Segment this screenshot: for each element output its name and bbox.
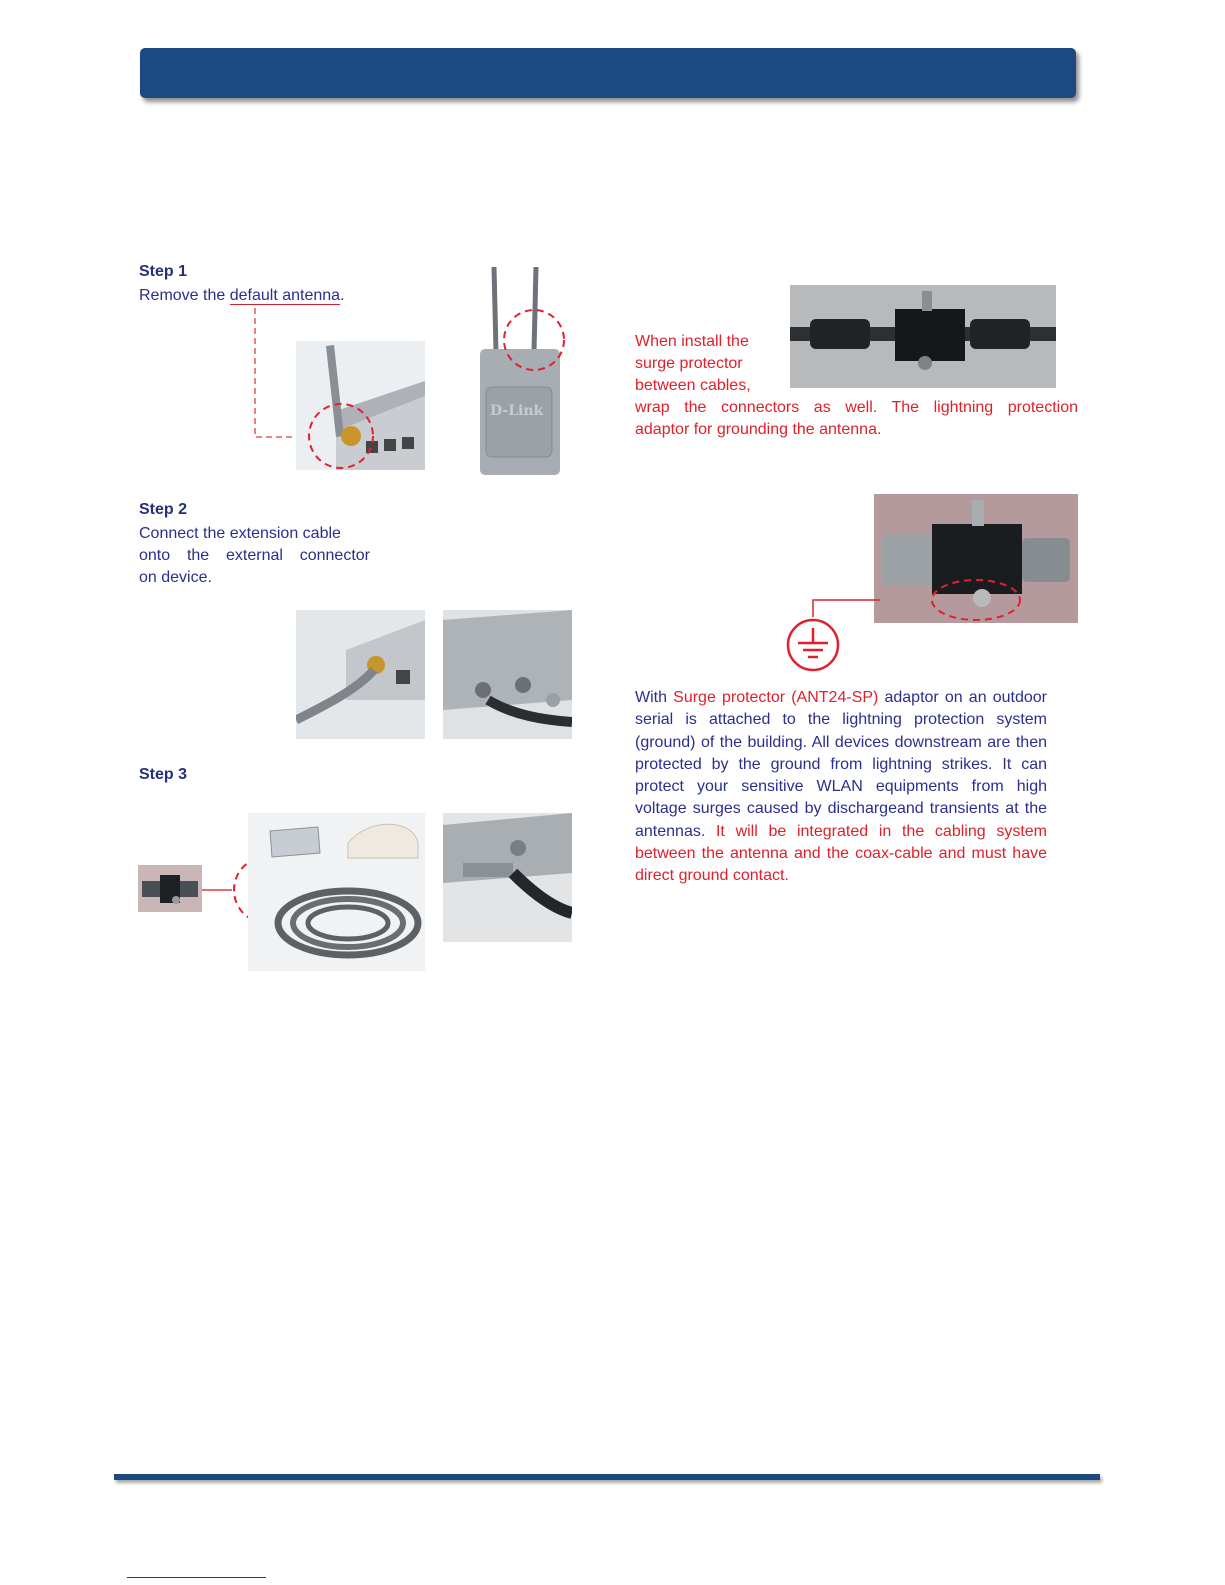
- install-line-2: surge protector: [635, 355, 743, 372]
- desc-part-4: It will be integrated in the cabling system between the antenna and the coax-cable and must have direct ground contact.: [635, 822, 1047, 885]
- install-line-5: adaptor for grounding the antenna.: [635, 421, 882, 438]
- install-line-1: When install the: [635, 333, 749, 350]
- router-cable-photo: [296, 610, 425, 739]
- router-antenna-photo: [296, 341, 425, 470]
- step1-text-before: Remove the: [139, 287, 230, 304]
- ap-cable-photo: [443, 610, 572, 739]
- step2-line-1: Connect the extension cable: [139, 525, 341, 542]
- desc-part-3: adaptor on an outdoor serial is attached to the lightning protection system (ground) of the building. All devices downstream are then protected by the ground from lightning strikes. It can protect your sensitive WLAN equipments from high voltage surges caused by dischargeand transients at the antennas.: [635, 689, 1047, 840]
- surge-protector-thumb: [138, 865, 202, 912]
- install-line-4: wrap the connectors as well. The lightning protection: [635, 399, 1078, 416]
- desc-product-name: Surge protector (ANT24-SP): [673, 689, 879, 706]
- footer-link-underline: [127, 1577, 266, 1578]
- step1-title: Step 1: [139, 263, 188, 280]
- access-point-photo: [474, 265, 572, 478]
- step1-text: [139, 285, 345, 307]
- install-line-3: between cables,: [635, 377, 751, 394]
- antenna-kit-photo: [248, 813, 425, 971]
- step1-text-after: .: [340, 287, 345, 304]
- header-bar: [140, 48, 1076, 98]
- step2-text: [139, 523, 370, 589]
- surge-protector-between-cables-photo: [790, 285, 1056, 388]
- footer-bar: [114, 1474, 1100, 1480]
- install-note-short: [635, 331, 751, 397]
- svg-text:D-Link: D-Link: [490, 403, 544, 419]
- step2-line-3: on device.: [139, 569, 212, 586]
- step2-title: Step 2: [139, 501, 188, 518]
- default-antenna-link[interactable]: default antenna: [229, 287, 341, 304]
- ap-connector-photo: [443, 813, 572, 942]
- ground-symbol-icon: [780, 595, 890, 675]
- install-note-full: [635, 397, 1078, 441]
- surge-protector-description: [635, 687, 1047, 888]
- surge-protector-ground-photo: [874, 494, 1078, 623]
- step3-title: Step 3: [139, 766, 188, 783]
- desc-part-1: With: [635, 689, 674, 706]
- step2-line-2: onto the external connector: [139, 547, 370, 564]
